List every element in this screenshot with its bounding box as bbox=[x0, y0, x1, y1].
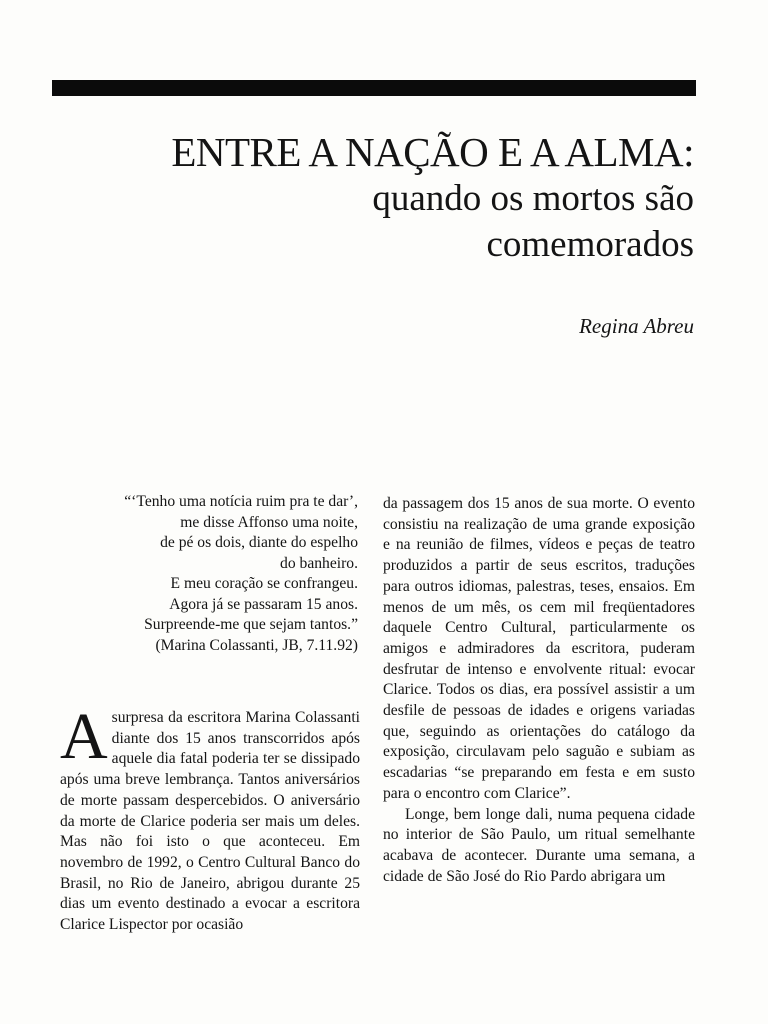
footnote-fragment bbox=[60, 1012, 360, 1022]
title-line-1: ENTRE A NAÇÃO E A ALMA: bbox=[171, 129, 694, 175]
author-name: Regina Abreu bbox=[579, 314, 694, 338]
top-rule bbox=[52, 80, 696, 96]
epigraph-line: Surpreende-me que sejam tantos.” bbox=[144, 616, 358, 633]
epigraph-line: do banheiro. bbox=[280, 554, 358, 572]
body-column-right bbox=[383, 494, 695, 887]
title-line-2: quando os mortos são bbox=[372, 178, 694, 219]
body-column-left bbox=[60, 700, 360, 936]
epigraph-line: me disse Affonso uma noite, bbox=[180, 513, 358, 531]
epigraph-line: E meu coração se confrangeu. bbox=[170, 575, 358, 592]
epigraph bbox=[50, 492, 358, 656]
body-paragraph: da passagem dos 15 anos de sua morte. O evento consistiu na realização de uma grande exposição e na reunião de filmes, vídeos e peças de teatro produzidos a partir de seus escritos, traduções para outros idiomas, palestras, teses, ensaios. Em menos de um mês, os cem mil freqüentadores daquele Centro Cultural, particularmente os amigos e admiradores da escritora, puderam desfrutar de intenso e envolvente ritual: evocar Clarice. Todos os dias, era possível assistir a um desfile de pessoas de idades e origens variadas que, seguindo as orientações do catálogo da exposição, circulavam pelo saguão e subiam as escadarias “se preparando em festa e em susto para o encontro com Clarice”. bbox=[383, 495, 695, 802]
epigraph-line: “‘Tenho uma notícia ruim pra te dar’, bbox=[124, 493, 358, 510]
paragraph-text: surpresa da escritora Marina Colassanti diante dos 15 anos transcorridos após aquele dia fatal poderia ter se dissipado após uma breve lembrança. Tantos aniversários de morte passam despercebidos. O aniversário da morte de Clarice poderia ser mais um deles. Mas não foi isto o que aconteceu. Em novembro de 1992, o Centro Cultural Banco do Brasil, no Rio de Janeiro, abrigou durante 25 dias um evento destinado a evocar a escritora Clarice Lispector por ocasião bbox=[60, 709, 360, 934]
epigraph-line: de pé os dois, diante do espelho bbox=[160, 534, 358, 551]
epigraph-citation: (Marina Colassanti, JB, 7.11.92) bbox=[155, 636, 358, 654]
body-paragraph bbox=[60, 700, 360, 936]
article-title bbox=[171, 128, 694, 268]
drop-cap: A bbox=[60, 700, 108, 773]
title-line-3: comemorados bbox=[486, 224, 694, 265]
epigraph-line: Agora já se passaram 15 anos. bbox=[169, 595, 358, 613]
body-paragraph: Longe, bem longe dali, numa pequena cidade no interior de São Paulo, um ritual semelhante acabava de acontecer. Durante uma semana, a cidade de São José do Rio Pardo abrigara um bbox=[383, 805, 695, 885]
